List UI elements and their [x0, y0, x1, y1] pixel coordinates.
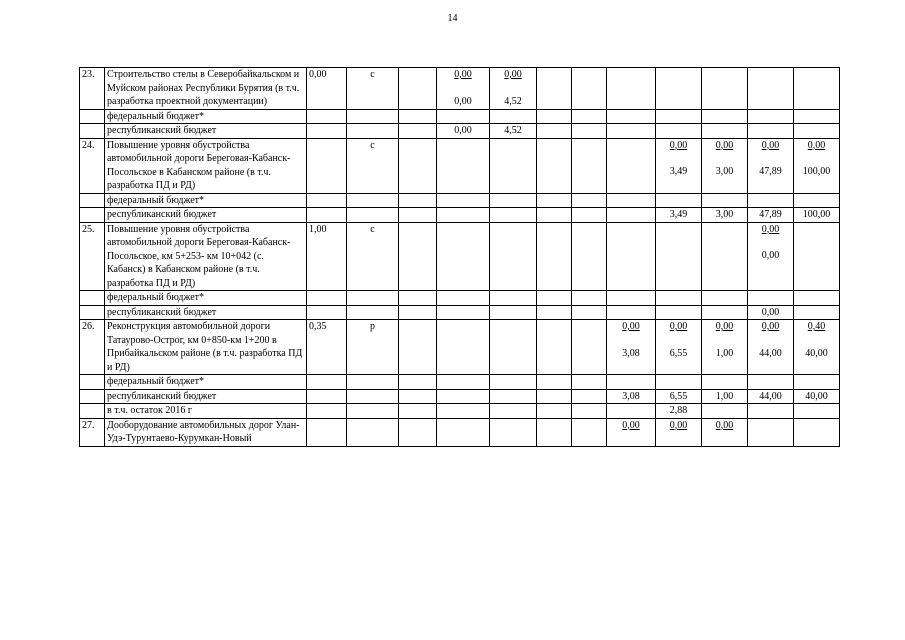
value-cell: 0,00 4,52	[490, 68, 537, 110]
value-cell: 3,08	[607, 389, 656, 404]
value-cell: 3,49	[656, 208, 702, 223]
type-cell: с	[347, 138, 399, 193]
remainder-label: в т.ч. остаток 2016 г	[105, 404, 307, 419]
value-cell	[607, 68, 656, 110]
value-cell: 100,00	[794, 208, 840, 223]
object-title: Повышение уровня обустройства автомобильной дороги Береговая-Кабанск-Посольское, км 5+253- км 10+042 (с. Кабанск) в Кабанском районе (в т.ч. разработка ПД и РД)	[105, 222, 307, 291]
republic-budget-label: республиканский бюджет	[105, 124, 307, 139]
length-cell: 0,00	[307, 68, 347, 110]
value-cell: 0,00	[702, 418, 748, 446]
row-number: 25.	[80, 222, 105, 291]
table-row	[80, 291, 840, 306]
table-row	[80, 418, 840, 446]
value-cell: 0,00 44,00	[748, 320, 794, 375]
length-cell: 1,00	[307, 222, 347, 291]
object-title: Строительство стелы в Северобайкальском и Муйском районах Республики Бурятия (в т.ч. разработка проектной документации)	[105, 68, 307, 110]
value-cell: 0,00 0,00	[437, 68, 490, 110]
row-number: 26.	[80, 320, 105, 375]
table-row	[80, 375, 840, 390]
value-cell: 0,00	[607, 418, 656, 446]
value-cell: 4,52	[490, 124, 537, 139]
page-number: 14	[447, 13, 458, 24]
value-cell: 0,00 100,00	[794, 138, 840, 193]
value-cell: 2,88	[656, 404, 702, 419]
value-cell: 40,00	[794, 389, 840, 404]
value-cell: 0,00 6,55	[656, 320, 702, 375]
budget-table	[79, 67, 840, 447]
value-cell: 0,00 47,89	[748, 138, 794, 193]
value-cell	[399, 68, 437, 110]
table-row	[80, 404, 840, 419]
republic-budget-label: республиканский бюджет	[105, 389, 307, 404]
value-cell: 3,00	[702, 208, 748, 223]
value-cell	[794, 68, 840, 110]
value-cell: 47,89	[748, 208, 794, 223]
value-cell: 0,00 0,00	[748, 222, 794, 291]
value-cell: 0,00	[748, 305, 794, 320]
table-row	[80, 305, 840, 320]
length-cell: 0,35	[307, 320, 347, 375]
value-cell: 0,00 3,00	[702, 138, 748, 193]
federal-budget-label: федеральный бюджет*	[105, 193, 307, 208]
table-row	[80, 389, 840, 404]
value-cell: 0,00	[656, 418, 702, 446]
type-cell: с	[347, 222, 399, 291]
value-cell: 0,00 3,08	[607, 320, 656, 375]
type-cell: с	[347, 68, 399, 110]
federal-budget-label: федеральный бюджет*	[105, 109, 307, 124]
table-row	[80, 124, 840, 139]
republic-budget-label: республиканский бюджет	[105, 208, 307, 223]
value-cell	[656, 68, 702, 110]
row-number: 27.	[80, 418, 105, 446]
value-cell: 0,00 1,00	[702, 320, 748, 375]
table-row	[80, 222, 840, 291]
table-row	[80, 68, 840, 110]
table-row	[80, 320, 840, 375]
row-number: 23.	[80, 68, 105, 110]
value-cell	[572, 68, 607, 110]
table-row	[80, 208, 840, 223]
value-cell	[702, 68, 748, 110]
federal-budget-label: федеральный бюджет*	[105, 375, 307, 390]
value-cell: 0,40 40,00	[794, 320, 840, 375]
republic-budget-label: республиканский бюджет	[105, 305, 307, 320]
value-cell	[748, 68, 794, 110]
row-number: 24.	[80, 138, 105, 193]
type-cell: р	[347, 320, 399, 375]
value-cell	[537, 68, 572, 110]
value-cell: 44,00	[748, 389, 794, 404]
object-title: Реконструкция автомобильной дороги Татаурово-Острог, км 0+850-км 1+200 в Прибайкальском районе (в т.ч. разработка ПД и РД)	[105, 320, 307, 375]
table-row	[80, 138, 840, 193]
table-row	[80, 193, 840, 208]
object-title: Дооборудование автомобильных дорог Улан-Удэ-Турунтаево-Курумкан-Новый	[105, 418, 307, 446]
value-cell: 6,55	[656, 389, 702, 404]
value-cell: 0,00	[437, 124, 490, 139]
value-cell: 1,00	[702, 389, 748, 404]
object-title: Повышение уровня обустройства автомобильной дороги Береговая-Кабанск-Посольское в Кабанском районе (в т.ч. разработка ПД и РД)	[105, 138, 307, 193]
table-row	[80, 109, 840, 124]
value-cell: 0,00 3,49	[656, 138, 702, 193]
federal-budget-label: федеральный бюджет*	[105, 291, 307, 306]
